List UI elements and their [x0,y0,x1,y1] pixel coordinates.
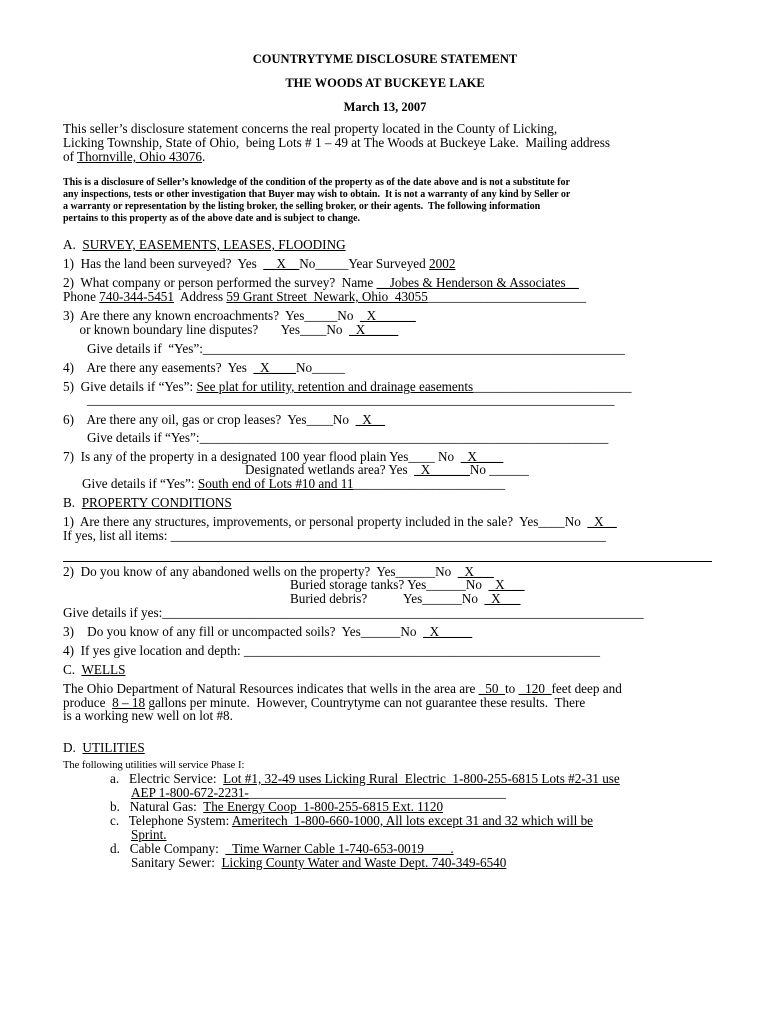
easements-details: 5) Give details if “Yes”: See plat for utility, retention and drainage easements________________________ [63,379,632,394]
structures-list: If yes, list all items: __________________________________________________________________ [63,528,606,543]
buried-debris-question: Buried debris? Yes______No _X___ [290,591,521,606]
natural-gas: b. Natural Gas: The Energy Coop 1-800-255-6815 Ext. 1120 [110,799,444,814]
wells-details: Give details if yes:_________________________________________________________________________ [63,605,644,620]
disclaimer-line-1: This is a disclosure of Seller’s knowledge of the condition of the property as of the date above and is not a substitute for [63,177,570,188]
telephone-system: c. Telephone System: Ameritech 1-800-660-1000, All lots except 31 and 32 which will be [110,813,594,828]
encroachment-question: 3) Are there any known encroachments? Yes_____No _X______ [63,308,416,323]
fill-soils-question: 3) Do you know of any fill or uncompacted soils? Yes______No _X_____ [63,624,473,639]
intro-line-2: Licking Township, State of Ohio, being Lots # 1 – 49 at The Woods at Buckeye Lake. Mailing address [63,135,611,150]
boundary-question: or known boundary line disputes? Yes____No _X_____ [63,322,399,337]
flood-details: Give details if “Yes”: South end of Lots #10 and 11_______________________ [82,476,506,491]
document-title: COUNTRYTYME DISCLOSURE STATEMENT [252,52,518,66]
intro-line-1: This seller’s disclosure statement concerns the real property located in the County of Licking, [63,121,558,136]
electric-service-line-2: AEP 1-800-672-2231-_______________________________________ [131,785,506,800]
structures-question: 1) Are there any structures, improvements, or personal property included in the sale? Yes____No _X__ [63,514,617,529]
wells-line-2: produce 8 – 18 gallons per minute. However, Countrytyme can not guarantee these results. There [63,695,586,710]
document-subtitle: THE WOODS AT BUCKEYE LAKE [285,76,485,90]
disclaimer-line-4: pertains to this property as of the above date and is subject to change. [63,213,361,224]
section-b-heading: B. PROPERTY CONDITIONS [63,495,232,510]
disclaimer-line-3: a warranty or representation by the listing broker, the selling broker, or their agents. The following information [63,201,541,212]
surveyor-address: 59 Grant Street Newark, Ohio 43055 [226,289,428,304]
wells-line-1: The Ohio Department of Natural Resources indicates that wells in the area are _50_to _120_feet deep and [63,681,622,696]
survey-year: 2002 [429,256,456,271]
section-d-heading: D. UTILITIES [63,740,145,755]
wells-abandoned-question: 2) Do you know of any abandoned wells on the property? Yes______No _X___ [63,564,494,579]
document-date: March 13, 2007 [343,100,427,114]
sanitary-sewer: Sanitary Sewer: Licking County Water and Waste Dept. 740-349-6540 [131,855,507,870]
horizontal-rule [63,561,712,562]
survey-question: 1) Has the land been surveyed? Yes __X__No_____Year Surveyed 2002 [63,256,456,271]
section-a-heading: A. SURVEY, EASEMENTS, LEASES, FLOODING [63,237,346,252]
surveyor-name: __Jobes & Henderson & Associates__ [376,275,579,290]
easements-question: 4) Are there any easements? Yes _X____No_____ [63,360,346,375]
mailing-address: Thornville, Ohio 43076 [77,149,202,164]
easements-details-line-2: ________________________________________________________________________________ [87,392,615,407]
utilities-intro: The following utilities will service Phase I: [63,760,245,771]
wells-line-3: is a working new well on lot #8. [63,708,233,723]
surveyor-question: 2) What company or person performed the survey? Name __Jobes & Henderson & Associates__ [63,275,579,290]
telephone-system-line-2: Sprint. [131,827,167,842]
storage-tanks-question: Buried storage tanks? Yes______No _X___ [290,577,525,592]
intro-line-3: of Thornville, Ohio 43076. [63,149,206,164]
leases-details: Give details if “Yes”:______________________________________________________________ [87,430,609,445]
leases-question: 6) Are there any oil, gas or crop leases? Yes____No _X__ [63,412,385,427]
fill-location-question: 4) If yes give location and depth: ______________________________________________________ [63,643,600,658]
section-c-heading: C. WELLS [63,662,126,677]
survey-yes-answer: __X__ [263,256,300,271]
flood-plain-question: 7) Is any of the property in a designated 100 year flood plain Yes____ No _X____ [63,449,504,464]
electric-service: a. Electric Service: Lot #1, 32-49 uses Licking Rural Electric 1-800-255-6815 Lots #2-31 use [110,771,620,786]
encroachment-details: Give details if “Yes”:________________________________________________________________ [87,341,625,356]
disclaimer-line-2: any inspections, tests or other investigation that Buyer may wish to obtain. It is not a warranty of any kind by Seller or [63,189,571,200]
surveyor-contact: Phone 740-344-5451 Address 59 Grant Street Newark, Ohio 43055________________________ [63,289,587,304]
surveyor-phone: 740-344-5451 [99,289,174,304]
cable-company: d. Cable Company: _Time Warner Cable 1-740-653-0019____. [110,841,454,856]
wetlands-question: Designated wetlands area? Yes _X______No ______ [245,462,529,477]
